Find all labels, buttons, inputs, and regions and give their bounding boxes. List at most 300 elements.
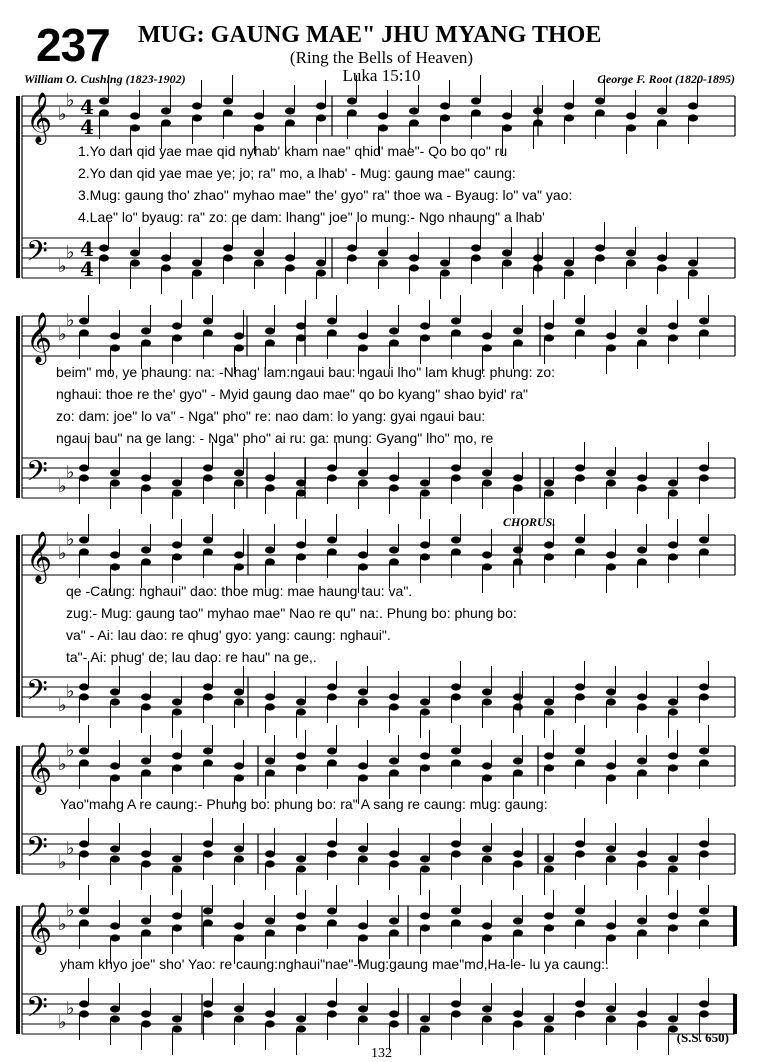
note-head bbox=[389, 860, 399, 867]
note-head bbox=[378, 249, 388, 256]
note-head bbox=[564, 269, 574, 276]
note-head bbox=[296, 752, 306, 759]
note-head bbox=[234, 688, 244, 695]
note-head bbox=[688, 259, 698, 266]
note-head bbox=[420, 489, 430, 496]
note-head bbox=[699, 464, 709, 471]
note-head bbox=[172, 912, 182, 919]
note-head bbox=[358, 469, 368, 476]
note-head bbox=[358, 934, 368, 941]
note-head bbox=[451, 693, 461, 700]
note-head bbox=[575, 464, 585, 471]
note-head bbox=[575, 536, 585, 543]
note-head bbox=[637, 860, 647, 867]
note-head bbox=[688, 102, 698, 109]
note-head bbox=[327, 548, 337, 555]
note-head bbox=[161, 264, 171, 271]
note-head bbox=[378, 112, 388, 119]
note-head bbox=[327, 683, 337, 690]
note-head bbox=[110, 855, 120, 862]
note-head bbox=[79, 907, 89, 914]
system-bracket bbox=[16, 746, 20, 874]
note-head bbox=[203, 919, 213, 926]
note-head bbox=[513, 474, 523, 481]
note-head bbox=[358, 551, 368, 558]
note-head bbox=[265, 339, 275, 346]
note-head bbox=[234, 469, 244, 476]
system-3-verse-4: ta"- Ai: phug' de; lau dao: re hau" na ge,. bbox=[66, 649, 317, 665]
note-head bbox=[606, 774, 616, 781]
note-head bbox=[327, 759, 337, 766]
note-head bbox=[420, 752, 430, 759]
hymn-title: MUG: GAUNG MAE" JHU MYANG THOE bbox=[138, 22, 602, 48]
note-head bbox=[699, 683, 709, 690]
note-head bbox=[575, 693, 585, 700]
time-signature: 4 bbox=[80, 115, 94, 139]
note-head bbox=[285, 119, 295, 126]
note-head bbox=[79, 919, 89, 926]
note-head bbox=[606, 688, 616, 695]
note-head bbox=[595, 244, 605, 251]
note-head bbox=[141, 558, 151, 565]
system-1-verse-3: 3.Mug: gaung tho' zhao" myhao mae" the' gyo" ra" thoe wa - Byaug: lo" va" yao: bbox=[78, 187, 573, 203]
flat-icon: ♭ bbox=[58, 1012, 67, 1033]
note-head bbox=[544, 764, 554, 771]
note-head bbox=[234, 855, 244, 862]
note-head bbox=[327, 1000, 337, 1007]
note-head bbox=[637, 1010, 647, 1017]
note-head bbox=[575, 329, 585, 336]
note-head bbox=[327, 474, 337, 481]
note-head bbox=[110, 469, 120, 476]
note-head bbox=[626, 124, 636, 131]
note-head bbox=[327, 464, 337, 471]
note-head bbox=[544, 322, 554, 329]
note-head bbox=[316, 114, 326, 121]
note-head bbox=[544, 698, 554, 705]
note-head bbox=[296, 479, 306, 486]
note-head bbox=[141, 769, 151, 776]
note-head bbox=[389, 769, 399, 776]
note-head bbox=[637, 327, 647, 334]
note-head bbox=[668, 553, 678, 560]
note-head bbox=[172, 855, 182, 862]
note-head bbox=[327, 693, 337, 700]
note-head bbox=[172, 553, 182, 560]
note-head bbox=[544, 541, 554, 548]
note-head bbox=[79, 840, 89, 847]
note-head bbox=[637, 703, 647, 710]
system-5-lyrics: yham khyo joe" sho' Yao: re caung:nghaui"nae"-Mug:gaung mae"mo,Ha-le- lu ya caung:. bbox=[60, 956, 609, 972]
note-head bbox=[575, 919, 585, 926]
note-head bbox=[358, 698, 368, 705]
note-head bbox=[482, 551, 492, 558]
note-head bbox=[79, 474, 89, 481]
note-head bbox=[533, 119, 543, 126]
note-head bbox=[234, 1015, 244, 1022]
note-head bbox=[637, 474, 647, 481]
note-head bbox=[234, 774, 244, 781]
note-head bbox=[668, 698, 678, 705]
note-head bbox=[482, 563, 492, 570]
system-2-verse-2: nghaui: thoe re the' gyo" - Myid gaung dao mae" qo bo kyang" shao byid' ra" bbox=[56, 386, 528, 402]
system-bracket bbox=[16, 535, 20, 717]
note-head bbox=[544, 708, 554, 715]
note-head bbox=[451, 850, 461, 857]
note-head bbox=[79, 747, 89, 754]
note-head bbox=[79, 693, 89, 700]
note-head bbox=[606, 469, 616, 476]
note-head bbox=[420, 865, 430, 872]
note-head bbox=[110, 774, 120, 781]
note-head bbox=[265, 546, 275, 553]
note-head bbox=[575, 850, 585, 857]
note-head bbox=[203, 548, 213, 555]
note-head bbox=[254, 124, 264, 131]
note-head bbox=[637, 339, 647, 346]
note-head bbox=[141, 1020, 151, 1027]
note-head bbox=[172, 764, 182, 771]
note-head bbox=[699, 317, 709, 324]
note-head bbox=[223, 109, 233, 116]
note-head bbox=[285, 254, 295, 261]
flat-icon: ♭ bbox=[66, 462, 75, 483]
note-head bbox=[409, 254, 419, 261]
note-head bbox=[358, 1005, 368, 1012]
note-head bbox=[513, 850, 523, 857]
note-head bbox=[79, 329, 89, 336]
note-head bbox=[389, 917, 399, 924]
note-head bbox=[347, 97, 357, 104]
flat-icon: ♭ bbox=[66, 310, 75, 331]
note-head bbox=[564, 114, 574, 121]
note-head bbox=[234, 479, 244, 486]
note-head bbox=[296, 855, 306, 862]
note-head bbox=[575, 474, 585, 481]
flat-icon: ♭ bbox=[66, 740, 75, 761]
note-head bbox=[606, 922, 616, 929]
system-1-verse-2: 2.Yo dan qid yae mae ye; jo; ra" mo, a lhab' - Mug: gaung mae" caung: bbox=[78, 165, 516, 181]
note-head bbox=[347, 244, 357, 251]
note-head bbox=[420, 708, 430, 715]
note-head bbox=[161, 119, 171, 126]
note-head bbox=[606, 1015, 616, 1022]
note-head bbox=[471, 254, 481, 261]
note-head bbox=[203, 850, 213, 857]
note-head bbox=[544, 855, 554, 862]
note-head bbox=[482, 934, 492, 941]
note-head bbox=[192, 259, 202, 266]
system-bracket bbox=[16, 906, 20, 1034]
note-head bbox=[296, 764, 306, 771]
note-head bbox=[203, 1010, 213, 1017]
note-head bbox=[389, 484, 399, 491]
note-head bbox=[699, 536, 709, 543]
note-head bbox=[358, 855, 368, 862]
note-head bbox=[606, 551, 616, 558]
note-head bbox=[358, 845, 368, 852]
note-head bbox=[110, 934, 120, 941]
note-head bbox=[420, 1015, 430, 1022]
flat-icon: ♭ bbox=[58, 852, 67, 873]
note-head bbox=[192, 269, 202, 276]
note-head bbox=[389, 693, 399, 700]
treble-clef-icon: 𝄞 bbox=[26, 312, 53, 363]
system-1-verse-1: 1.Yo dan qid yae mae qid nyhab' kham nae" qhid' mae"- Qo bo qo" ru bbox=[78, 143, 508, 159]
note-head bbox=[513, 546, 523, 553]
note-head bbox=[378, 124, 388, 131]
note-head bbox=[172, 1015, 182, 1022]
note-head bbox=[389, 474, 399, 481]
note-head bbox=[626, 249, 636, 256]
flat-icon: ♭ bbox=[58, 104, 67, 125]
note-head bbox=[141, 757, 151, 764]
note-head bbox=[389, 546, 399, 553]
note-head bbox=[699, 548, 709, 555]
note-head bbox=[513, 484, 523, 491]
note-head bbox=[451, 1000, 461, 1007]
note-head bbox=[296, 698, 306, 705]
note-head bbox=[420, 553, 430, 560]
note-head bbox=[234, 344, 244, 351]
note-head bbox=[606, 1005, 616, 1012]
note-head bbox=[482, 855, 492, 862]
note-head bbox=[420, 924, 430, 931]
note-head bbox=[358, 774, 368, 781]
note-head bbox=[296, 322, 306, 329]
note-head bbox=[471, 97, 481, 104]
note-head bbox=[110, 922, 120, 929]
hymn-subtitle: (Ring the Bells of Heaven) bbox=[289, 48, 474, 67]
note-head bbox=[265, 703, 275, 710]
note-head bbox=[513, 757, 523, 764]
system-bracket bbox=[16, 316, 20, 498]
note-head bbox=[172, 489, 182, 496]
note-head bbox=[626, 259, 636, 266]
system-2-verse-4: ngaui bau" na ge lang: - Nga" pho" ai ru: ga: mung: Gyang" lho" mo, re bbox=[56, 430, 494, 446]
note-head bbox=[668, 489, 678, 496]
note-head bbox=[451, 536, 461, 543]
note-head bbox=[668, 541, 678, 548]
flat-icon: ♭ bbox=[66, 838, 75, 859]
note-head bbox=[327, 536, 337, 543]
note-head bbox=[451, 840, 461, 847]
note-head bbox=[668, 1015, 678, 1022]
note-head bbox=[141, 484, 151, 491]
note-head bbox=[172, 334, 182, 341]
note-head bbox=[234, 922, 244, 929]
note-head bbox=[564, 259, 574, 266]
note-head bbox=[420, 764, 430, 771]
note-head bbox=[316, 259, 326, 266]
note-head bbox=[668, 855, 678, 862]
note-head bbox=[637, 546, 647, 553]
note-head bbox=[595, 97, 605, 104]
note-head bbox=[420, 479, 430, 486]
note-head bbox=[440, 259, 450, 266]
chorus-label: CHORUS. bbox=[503, 515, 556, 529]
note-head bbox=[327, 747, 337, 754]
note-head bbox=[420, 541, 430, 548]
hymn-number: 237 bbox=[36, 19, 110, 71]
note-head bbox=[409, 264, 419, 271]
note-head bbox=[657, 119, 667, 126]
note-head bbox=[575, 548, 585, 555]
note-head bbox=[544, 865, 554, 872]
note-head bbox=[575, 1010, 585, 1017]
note-head bbox=[482, 479, 492, 486]
note-head bbox=[575, 840, 585, 847]
note-head bbox=[699, 850, 709, 857]
note-head bbox=[668, 708, 678, 715]
system-2-verse-3: zo: dam: joe" lo va" - Nga" pho" re: nao dam: lo yang: gyai ngaui bau: bbox=[56, 408, 486, 424]
note-head bbox=[389, 757, 399, 764]
note-head bbox=[172, 541, 182, 548]
note-head bbox=[265, 1020, 275, 1027]
note-head bbox=[451, 548, 461, 555]
flat-icon: ♭ bbox=[58, 914, 67, 935]
note-head bbox=[637, 558, 647, 565]
note-head bbox=[513, 327, 523, 334]
note-head bbox=[358, 762, 368, 769]
flat-icon: ♭ bbox=[58, 754, 67, 775]
note-head bbox=[141, 703, 151, 710]
note-head bbox=[482, 698, 492, 705]
note-head bbox=[513, 1020, 523, 1027]
note-head bbox=[161, 254, 171, 261]
note-head bbox=[564, 102, 574, 109]
note-head bbox=[130, 249, 140, 256]
note-head bbox=[606, 563, 616, 570]
note-head bbox=[347, 109, 357, 116]
note-head bbox=[110, 344, 120, 351]
note-head bbox=[110, 479, 120, 486]
note-head bbox=[595, 254, 605, 261]
note-head bbox=[502, 249, 512, 256]
note-head bbox=[285, 107, 295, 114]
bass-clef-icon: 𝄢 bbox=[26, 235, 48, 275]
note-head bbox=[657, 107, 667, 114]
note-head bbox=[265, 850, 275, 857]
flat-icon: ♭ bbox=[58, 476, 67, 497]
note-head bbox=[110, 762, 120, 769]
note-head bbox=[688, 114, 698, 121]
note-head bbox=[141, 327, 151, 334]
note-head bbox=[327, 850, 337, 857]
system-1-verse-4: 4.Lae" lo" byaug: ra" zo: qe dam: lhang" joe" lo mung:- Ngo nhaung" a lhab' bbox=[78, 209, 545, 225]
note-head bbox=[296, 553, 306, 560]
scripture-reference: Luka 15:10 bbox=[342, 66, 421, 85]
note-head bbox=[79, 683, 89, 690]
note-head bbox=[141, 860, 151, 867]
page-number: 132 bbox=[371, 1046, 392, 1061]
note-head bbox=[79, 850, 89, 857]
note-head bbox=[265, 860, 275, 867]
note-head bbox=[451, 907, 461, 914]
note-head bbox=[358, 688, 368, 695]
note-head bbox=[110, 551, 120, 558]
note-head bbox=[409, 119, 419, 126]
note-head bbox=[420, 855, 430, 862]
note-head bbox=[482, 1015, 492, 1022]
note-head bbox=[327, 840, 337, 847]
note-head bbox=[358, 563, 368, 570]
note-head bbox=[482, 332, 492, 339]
note-head bbox=[203, 840, 213, 847]
note-head bbox=[141, 1010, 151, 1017]
note-head bbox=[575, 317, 585, 324]
note-head bbox=[254, 259, 264, 266]
note-head bbox=[502, 259, 512, 266]
note-head bbox=[544, 1015, 554, 1022]
note-head bbox=[440, 269, 450, 276]
note-head bbox=[420, 1025, 430, 1032]
note-head bbox=[513, 917, 523, 924]
note-head bbox=[234, 1005, 244, 1012]
note-head bbox=[79, 1010, 89, 1017]
note-head bbox=[389, 327, 399, 334]
note-head bbox=[203, 747, 213, 754]
note-head bbox=[254, 249, 264, 256]
note-head bbox=[409, 107, 419, 114]
note-head bbox=[699, 693, 709, 700]
note-head bbox=[513, 703, 523, 710]
note-head bbox=[203, 1000, 213, 1007]
note-head bbox=[172, 924, 182, 931]
bass-clef-icon: 𝄢 bbox=[26, 674, 48, 714]
note-head bbox=[234, 934, 244, 941]
note-head bbox=[389, 1020, 399, 1027]
note-head bbox=[575, 907, 585, 914]
note-head bbox=[668, 912, 678, 919]
note-head bbox=[451, 683, 461, 690]
note-head bbox=[141, 917, 151, 924]
flat-icon: ♭ bbox=[58, 543, 67, 564]
flat-icon: ♭ bbox=[58, 695, 67, 716]
note-head bbox=[544, 553, 554, 560]
note-head bbox=[513, 339, 523, 346]
note-head bbox=[172, 752, 182, 759]
note-head bbox=[471, 244, 481, 251]
note-head bbox=[285, 264, 295, 271]
note-head bbox=[327, 317, 337, 324]
note-head bbox=[637, 757, 647, 764]
treble-clef-icon: 𝄞 bbox=[26, 902, 53, 953]
note-head bbox=[79, 759, 89, 766]
note-head bbox=[265, 484, 275, 491]
note-head bbox=[544, 489, 554, 496]
note-head bbox=[544, 1025, 554, 1032]
note-head bbox=[358, 922, 368, 929]
note-head bbox=[513, 860, 523, 867]
note-head bbox=[172, 1025, 182, 1032]
note-head bbox=[296, 1025, 306, 1032]
note-head bbox=[79, 464, 89, 471]
lyricist-credit: William O. Cushing (1823-1902) bbox=[24, 72, 186, 86]
note-head bbox=[451, 919, 461, 926]
note-head bbox=[110, 563, 120, 570]
note-head bbox=[637, 929, 647, 936]
note-head bbox=[296, 865, 306, 872]
note-head bbox=[482, 688, 492, 695]
note-head bbox=[99, 97, 109, 104]
note-head bbox=[172, 865, 182, 872]
bass-clef-icon: 𝄢 bbox=[26, 831, 48, 871]
note-head bbox=[79, 536, 89, 543]
note-head bbox=[265, 558, 275, 565]
note-head bbox=[451, 747, 461, 754]
note-head bbox=[471, 109, 481, 116]
